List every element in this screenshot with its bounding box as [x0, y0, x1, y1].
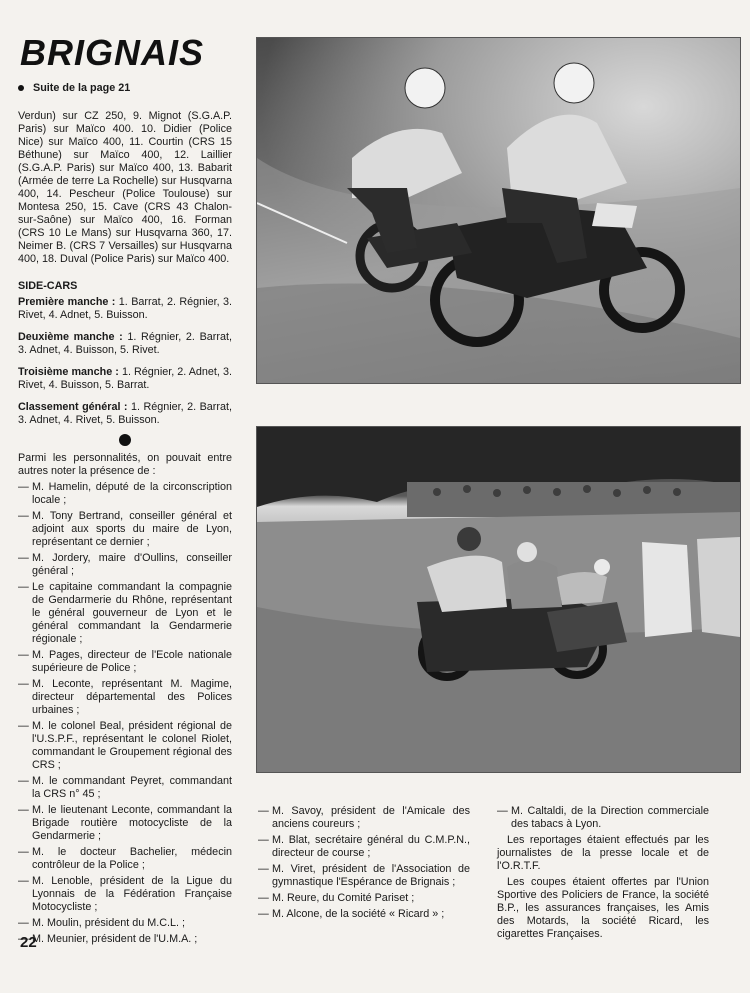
- separator-dot-icon: [119, 434, 131, 446]
- list-item: — M. le lieutenant Leconte, commandant la Brigade routière motocycliste de la Gendarmerie ;: [18, 804, 232, 843]
- list-item: — M. Caltaldi, de la Direction commerciale des tabacs à Lyon.: [497, 805, 709, 831]
- result-line: Classement général : 1. Régnier, 2. Barrat, 3. Adnet, 4. Rivet, 5. Buisson.: [18, 401, 232, 426]
- right-column: [497, 805, 709, 941]
- personalities-intro: Parmi les personnalités, on pouvait entre autres noter la présence de :: [18, 452, 232, 477]
- middle-column: [258, 805, 470, 924]
- list-item: — M. Moulin, président du M.C.L. ;: [18, 917, 232, 930]
- list-item: — M. Reure, du Comité Pariset ;: [258, 892, 470, 905]
- page-title: BRIGNAIS: [20, 32, 205, 73]
- list-item: — M. Pages, directeur de l'Ecole nationale supérieure de Police ;: [18, 649, 232, 675]
- list-item: — M. Hamelin, député de la circonscription locale ;: [18, 481, 232, 507]
- list-item: — Le capitaine commandant la compagnie de Gendarmerie du Rhône, représentant le général gouverneur de Lyon et le général commandant la Gendarmerie régionale ;: [18, 581, 232, 646]
- list-item: — M. Savoy, président de l'Amicale des anciens coureurs ;: [258, 805, 470, 831]
- list-item: — M. le docteur Bachelier, médecin contrôleur de la Police ;: [18, 846, 232, 872]
- left-column: [18, 110, 232, 949]
- list-item: — M. Viret, président de l'Association de gymnastique l'Espérance de Brignais ;: [258, 863, 470, 889]
- result-line: Deuxième manche : 1. Régnier, 2. Barrat, 3. Adnet, 4. Buisson, 5. Rivet.: [18, 331, 232, 356]
- continuation-text: Suite de la page 21: [33, 82, 131, 94]
- page-number: 22: [20, 934, 37, 951]
- sidecars-heading: SIDE-CARS: [18, 280, 78, 292]
- bullet-icon: [18, 85, 24, 91]
- result-line: Première manche : 1. Barrat, 2. Régnier, 3. Rivet, 4. Adnet, 5. Buisson.: [18, 296, 232, 321]
- list-item: — M. Jordery, maire d'Oullins, conseiller général ;: [18, 552, 232, 578]
- list-item: — M. le commandant Peyret, commandant la CRS n° 45 ;: [18, 775, 232, 801]
- personalities-list: [18, 481, 232, 946]
- closing-paragraph: Les reportages étaient effectués par les journalistes de la presse locale et de l'O.R.T.F.: [497, 834, 709, 872]
- photo-motocross-riders: [256, 37, 741, 384]
- list-item: — M. Lenoble, président de la Ligue du Lyonnais de la Fédération Française Motocycliste ;: [18, 875, 232, 914]
- list-item: — M. Tony Bertrand, conseiller général et adjoint aux sports du maire de Lyon, représentant ce dernier ;: [18, 510, 232, 549]
- closing-paragraph: Les coupes étaient offertes par l'Union Sportive des Policiers de France, la société B.P., les assurances françaises, les Amis des Motards, la société Ricard, les cigarettes Françaises.: [497, 876, 709, 940]
- sidecar-illustration: [257, 427, 740, 772]
- sidecars-results: [18, 296, 232, 427]
- list-item: — M. Meunier, président de l'U.M.A. ;: [18, 933, 232, 946]
- list-item: — M. Leconte, représentant M. Magime, directeur départemental des Polices urbaines ;: [18, 678, 232, 717]
- list-item: — M. Blat, secrétaire général du C.M.P.N., directeur de course ;: [258, 834, 470, 860]
- list-item: — M. Alcone, de la société « Ricard » ;: [258, 908, 470, 921]
- motocross-illustration: [257, 38, 740, 383]
- photo-sidecar-race: [256, 426, 741, 773]
- list-item: — M. le colonel Beal, président régional de l'U.S.P.F., représentant le colonel Riolet, commandant le Groupement régional des CRS ;: [18, 720, 232, 772]
- continuation-note: [18, 82, 130, 94]
- result-line: Troisième manche : 1. Régnier, 2. Adnet, 3. Rivet, 4. Buisson, 5. Barrat.: [18, 366, 232, 391]
- results-paragraph: Verdun) sur CZ 250, 9. Mignot (S.G.A.P. Paris) sur Maïco 400. 10. Didier (Police Nice) sur Maïco 400, 11. Courtin (CRS 15 Béthune) sur Maïco 400, 12. Laillier (S.G.A.P. Paris) sur Maïco 400, 13. Babarit (Armée de terre La Rochelle) sur Husqvarna 400, 14. Pescheur (Police Toulouse) sur Montesa 250, 15. Cave (CRS 43 Chalon-sur-Saône) sur Maïco 400, 16. Forman (CRS 10 Le Mans) sur Husqvarna 360, 17. Neimer B. (CRS 7 Versailles) sur Husqvarna 400, 18. Duval (Police Paris) sur Maïco 400.: [18, 110, 232, 265]
